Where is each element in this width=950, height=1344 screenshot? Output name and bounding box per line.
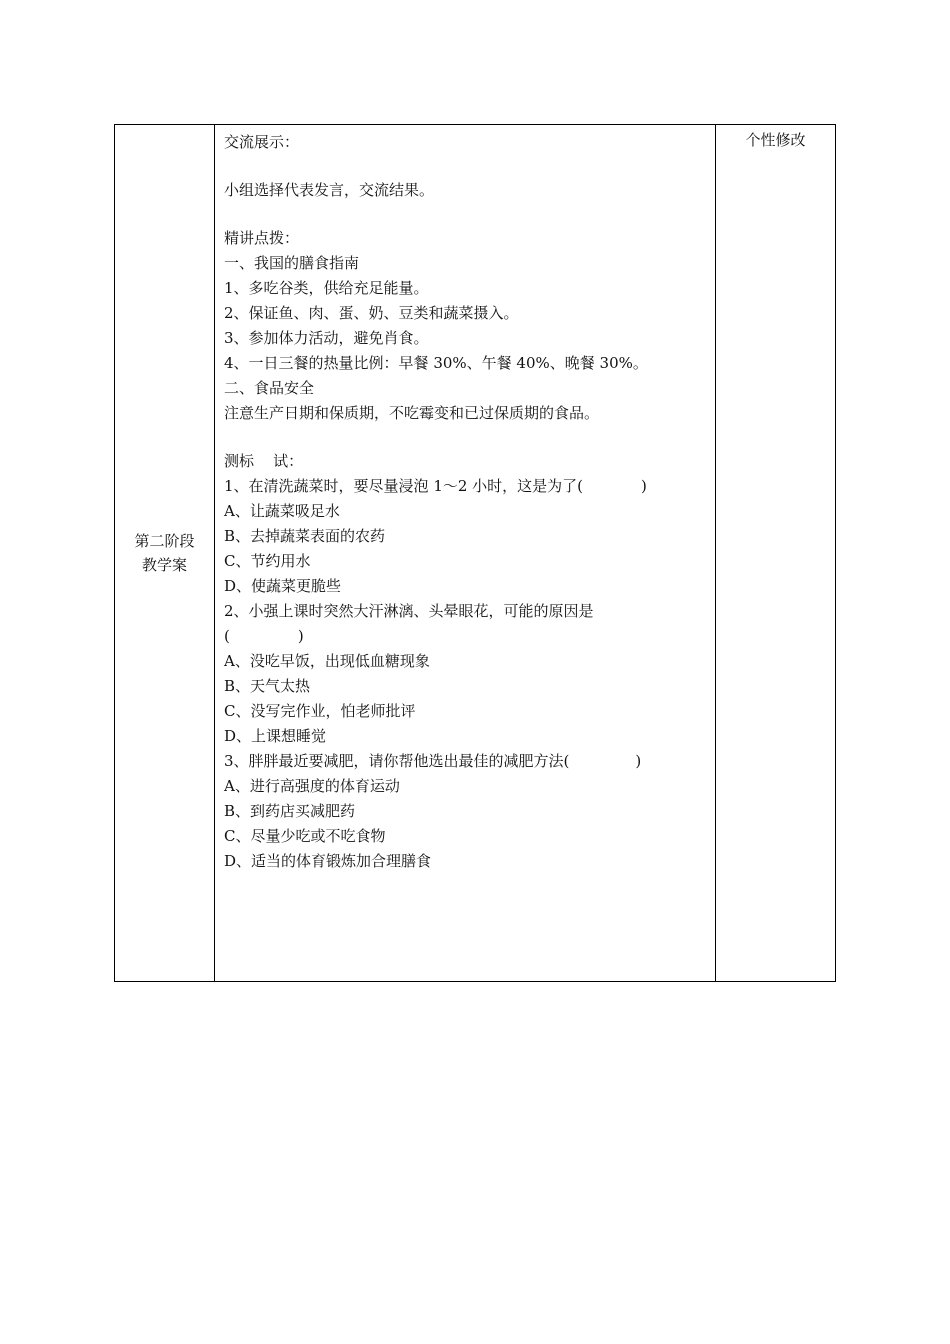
question-2-open: ( bbox=[224, 627, 230, 645]
question-1-text: 1、在清洗蔬菜时，要尽量浸泡 1～2 小时，这是为了( bbox=[224, 477, 584, 495]
question-1-option: D、使蔬菜更脆些 bbox=[224, 577, 342, 595]
question-3-stem bbox=[224, 749, 715, 774]
notes-cell bbox=[716, 125, 835, 981]
lesson-plan-table bbox=[114, 124, 836, 982]
question-3-option: D、适当的体育锻炼加合理膳食 bbox=[224, 852, 432, 870]
guideline-item: 3、参加体力活动，避免肖食。 bbox=[224, 329, 429, 347]
question-2-option: D、上课想睡觉 bbox=[224, 727, 327, 745]
question-3-text: 3、胖胖最近要减肥，请你帮他选出最佳的减肥方法( bbox=[224, 752, 570, 770]
lecture-title: 精讲点拨： bbox=[224, 229, 300, 247]
exchange-title: 交流展示： bbox=[224, 133, 300, 151]
question-1-option: B、去掉蔬菜表面的农药 bbox=[224, 527, 386, 545]
section2-title: 二、食品安全 bbox=[224, 379, 315, 397]
question-2-option: C、没写完作业，怕老师批评 bbox=[224, 702, 416, 720]
stage-label bbox=[115, 529, 214, 577]
question-2-close: ) bbox=[297, 627, 304, 645]
stage-label-line1: 第二阶段 bbox=[134, 532, 195, 550]
test-title: 测标 试： bbox=[224, 452, 304, 470]
question-2-option: A、没吃早饭，出现低血糖现象 bbox=[224, 652, 430, 670]
stage-cell bbox=[115, 125, 215, 981]
personal-revision-title: 个性修改 bbox=[745, 131, 806, 149]
question-3-option: A、进行高强度的体育运动 bbox=[224, 777, 400, 795]
question-2-text: 2、小强上课时突然大汗淋漓、头晕眼花，可能的原因是 bbox=[224, 602, 594, 620]
question-2-option: B、天气太热 bbox=[224, 677, 311, 695]
guideline-item: 4、一日三餐的热量比例：早餐 30%、午餐 40%、晚餐 30%。 bbox=[224, 354, 648, 372]
question-3-option: B、到药店买减肥药 bbox=[224, 802, 356, 820]
section2-text: 注意生产日期和保质期，不吃霉变和已过保质期的食品。 bbox=[224, 404, 600, 422]
question-1-stem bbox=[224, 474, 715, 499]
stage-label-line2: 教学案 bbox=[141, 556, 187, 574]
guideline-item: 1、多吃谷类，供给充足能量。 bbox=[224, 279, 429, 297]
question-2-blank bbox=[224, 624, 715, 649]
question-1-option: A、让蔬菜吸足水 bbox=[224, 502, 340, 520]
exchange-text: 小组选择代表发言，交流结果。 bbox=[224, 181, 435, 199]
section1-title: 一、我国的膳食指南 bbox=[224, 254, 360, 272]
question-1-option: C、节约用水 bbox=[224, 552, 311, 570]
guideline-item: 2、保证鱼、肉、蛋、奶、豆类和蔬菜摄入。 bbox=[224, 304, 519, 322]
question-3-option: C、尽量少吃或不吃食物 bbox=[224, 827, 386, 845]
content-cell bbox=[215, 125, 716, 981]
question-1-close: ) bbox=[641, 477, 647, 495]
question-3-close: ) bbox=[635, 752, 642, 770]
